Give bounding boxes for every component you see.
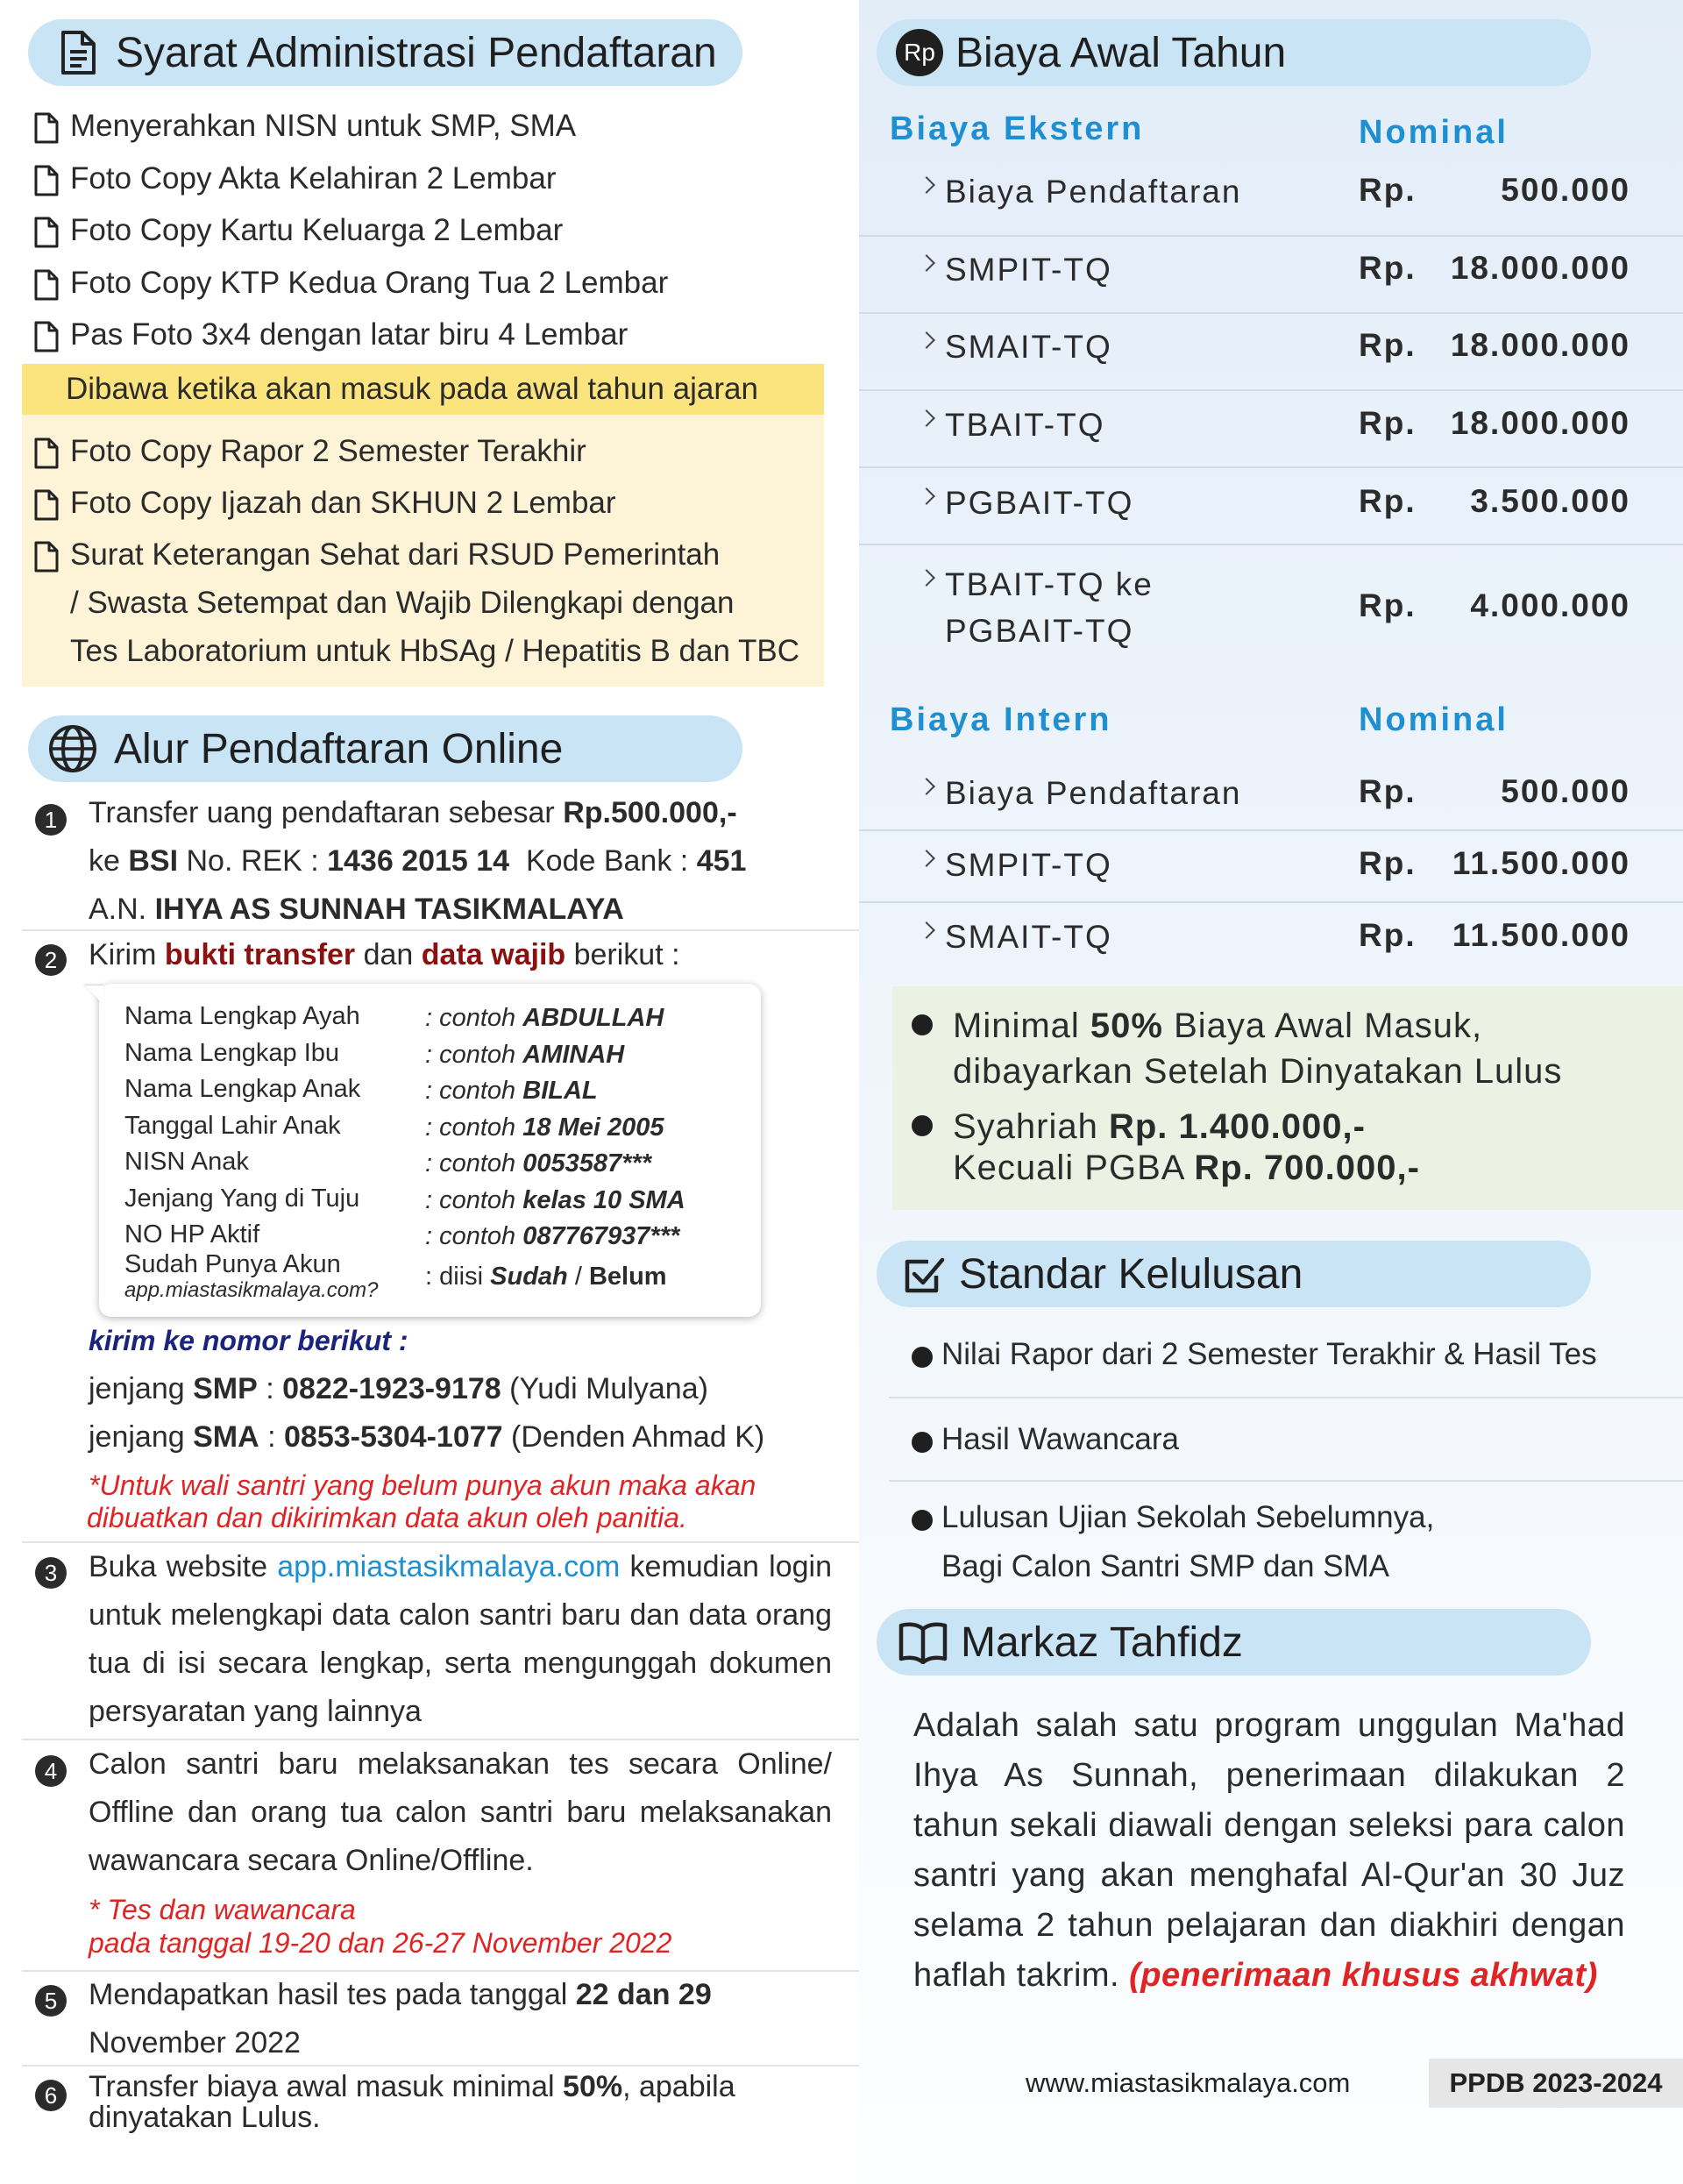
form-card-tail bbox=[84, 985, 103, 1005]
syarat-item-sehat: / Swasta Setempat dan Wajib Dilengkapi dengan bbox=[70, 586, 735, 620]
divider bbox=[859, 312, 1683, 314]
fee-name: SMPIT-TQ bbox=[945, 847, 1112, 883]
syarat-item: Foto Copy Rapor 2 Semester Terakhir bbox=[70, 434, 586, 468]
syarat-item: Pas Foto 3x4 dengan latar biru 4 Lembar bbox=[70, 317, 628, 352]
standar-header bbox=[877, 1241, 1591, 1307]
fee-amount: 11.500.000 bbox=[1452, 917, 1630, 953]
file-icon bbox=[33, 217, 60, 248]
syarat-item-sehat: Surat Keterangan Sehat dari RSUD Pemerintah bbox=[70, 537, 721, 572]
footer-ppdb: PPDB 2023-2024 bbox=[1429, 2059, 1683, 2108]
fee-amount: 3.500.000 bbox=[1470, 483, 1630, 519]
biaya-header bbox=[877, 19, 1591, 86]
step-1-badge: 1 bbox=[35, 804, 67, 836]
step-4-note-1: * Tes dan wawancara bbox=[89, 1894, 356, 1925]
fee-rp: Rp. bbox=[1359, 327, 1417, 363]
fee-name: SMAIT-TQ bbox=[945, 919, 1112, 955]
kirim-note-1: *Untuk wali santri yang belum punya akun maka akan bbox=[89, 1469, 756, 1501]
note-1-line2: dibayarkan Setelah Dinyatakan Lulus bbox=[953, 1052, 1563, 1091]
globe-icon bbox=[47, 723, 98, 774]
step-5-line1: Mendapatkan hasil tes pada tanggal 22 dan 29 bbox=[89, 1978, 712, 2011]
syarat-item: Foto Copy Kartu Keluarga 2 Lembar bbox=[70, 213, 564, 247]
note-1-line1: Minimal 50% Biaya Awal Masuk, bbox=[953, 1007, 1483, 1045]
standar-title: Standar Kelulusan bbox=[959, 1250, 1303, 1298]
form-akun-value: : diisi Sudah / Belum bbox=[425, 1263, 667, 1291]
bullet-icon bbox=[912, 1014, 933, 1035]
fee-name: PGBAIT-TQ bbox=[945, 613, 1134, 649]
step-4-note-2: pada tanggal 19-20 dan 26-27 November 2022 bbox=[89, 1927, 672, 1959]
fee-name: SMAIT-TQ bbox=[945, 329, 1112, 365]
fee-amount: 500.000 bbox=[1501, 172, 1630, 208]
markaz-header bbox=[877, 1609, 1591, 1675]
form-label: Jenjang Yang di Tuju bbox=[124, 1184, 360, 1213]
step-6-line2: dinyatakan Lulus. bbox=[89, 2101, 321, 2134]
form-label: NISN Anak bbox=[124, 1148, 249, 1176]
form-value: : contoh 18 Mei 2005 bbox=[425, 1113, 664, 1142]
file-icon bbox=[33, 541, 60, 573]
kirim-note-2: dibuatkan dan dikirimkan data akun oleh panitia. bbox=[87, 1502, 687, 1533]
form-label: Nama Lengkap Ayah bbox=[124, 1002, 360, 1030]
note-3: Kecuali PGBA Rp. 700.000,- bbox=[953, 1149, 1420, 1187]
standar-item: Lulusan Ujian Sekolah Sebelumnya, bbox=[941, 1500, 1435, 1534]
fee-rp: Rp. bbox=[1359, 773, 1417, 809]
fee-rp: Rp. bbox=[1359, 587, 1417, 623]
form-akun-sub: app.miastasikmalaya.com? bbox=[124, 1278, 379, 1302]
divider bbox=[889, 1397, 1683, 1398]
fee-amount: 18.000.000 bbox=[1450, 327, 1630, 363]
form-value: : contoh AMINAH bbox=[425, 1040, 625, 1069]
fee-rp: Rp. bbox=[1359, 405, 1417, 441]
website-link[interactable]: app.miastasikmalaya.com bbox=[277, 1550, 621, 1583]
file-icon bbox=[33, 438, 60, 469]
alur-title: Alur Pendaftaran Online bbox=[114, 725, 564, 772]
fee-rp: Rp. bbox=[1359, 917, 1417, 953]
fee-name: Biaya Pendaftaran bbox=[945, 174, 1242, 210]
step-1-line3: A.N. IHYA AS SUNNAH TASIKMALAYA bbox=[89, 893, 624, 926]
fee-amount: 500.000 bbox=[1501, 773, 1630, 809]
syarat-note: Dibawa ketika akan masuk pada awal tahun ajaran bbox=[66, 372, 758, 406]
syarat-header bbox=[28, 19, 742, 86]
step-3-badge: 3 bbox=[35, 1557, 67, 1589]
form-value: : contoh BILAL bbox=[425, 1077, 598, 1105]
fee-amount: 11.500.000 bbox=[1452, 845, 1630, 881]
biaya-title: Biaya Awal Tahun bbox=[955, 29, 1287, 76]
step-5-line2: November 2022 bbox=[89, 2026, 301, 2060]
form-label: Nama Lengkap Anak bbox=[124, 1075, 361, 1103]
divider bbox=[859, 901, 1683, 903]
file-icon bbox=[33, 321, 60, 352]
form-value: : contoh 087767937*** bbox=[425, 1222, 680, 1250]
step-6-badge: 6 bbox=[35, 2080, 67, 2111]
fee-amount: 18.000.000 bbox=[1450, 250, 1630, 286]
syarat-item: Foto Copy Akta Kelahiran 2 Lembar bbox=[70, 160, 557, 196]
form-label: Nama Lengkap Ibu bbox=[124, 1038, 340, 1067]
bullet-icon bbox=[912, 1115, 933, 1136]
file-icon bbox=[33, 489, 60, 521]
intern-nominal-label: Nominal bbox=[1359, 701, 1509, 738]
bullet-icon bbox=[912, 1347, 933, 1368]
bullet-icon bbox=[912, 1510, 933, 1531]
rupiah-icon: Rp bbox=[896, 29, 943, 76]
alur-header bbox=[28, 715, 742, 782]
fee-amount: 4.000.000 bbox=[1470, 587, 1630, 623]
step-4-badge: 4 bbox=[35, 1755, 67, 1787]
kirim-smp: jenjang SMP : 0822-1923-9178 (Yudi Mulyana) bbox=[89, 1372, 708, 1405]
ekstern-nominal-label: Nominal bbox=[1359, 114, 1509, 151]
form-akun-label: Sudah Punya Akun bbox=[124, 1250, 341, 1278]
fee-rp: Rp. bbox=[1359, 250, 1417, 286]
divider bbox=[889, 1480, 1683, 1482]
note-2: Syahriah Rp. 1.400.000,- bbox=[953, 1107, 1366, 1146]
syarat-item: Foto Copy KTP Kedua Orang Tua 2 Lembar bbox=[70, 265, 669, 300]
step-4-text: Calon santri baru melaksanakan tes secara Online/ Offline dan orang tua calon santri baru melaksanakan wawancara secara Online/Offline. bbox=[89, 1747, 832, 1877]
markaz-title: Markaz Tahfidz bbox=[961, 1618, 1243, 1666]
book-icon bbox=[898, 1620, 948, 1664]
syarat-title: Syarat Administrasi Pendaftaran bbox=[116, 29, 717, 76]
intern-label: Biaya Intern bbox=[890, 701, 1112, 738]
file-icon bbox=[33, 269, 60, 301]
form-value: : contoh kelas 10 SMA bbox=[425, 1185, 685, 1214]
fee-name: TBAIT-TQ bbox=[945, 407, 1105, 443]
form-value: : contoh ABDULLAH bbox=[425, 1004, 664, 1032]
divider bbox=[859, 544, 1683, 545]
syarat-item: Menyerahkan NISN untuk SMP, SMA bbox=[70, 109, 577, 143]
standar-item: Bagi Calon Santri SMP dan SMA bbox=[941, 1549, 1390, 1583]
fee-rp: Rp. bbox=[1359, 845, 1417, 881]
kirim-sma: jenjang SMA : 0853-5304-1077 (Denden Ahmad K) bbox=[89, 1420, 765, 1454]
bullet-icon bbox=[912, 1432, 933, 1453]
step-1-line2: ke BSI No. REK : 1436 2015 14 Kode Bank : 451 bbox=[89, 844, 747, 878]
form-value: : contoh 0053587*** bbox=[425, 1149, 652, 1177]
file-icon bbox=[33, 112, 60, 144]
step-2-badge: 2 bbox=[35, 944, 67, 976]
file-icon bbox=[33, 165, 60, 196]
document-icon bbox=[58, 30, 98, 75]
markaz-text: Adalah salah satu program unggulan Ma'had Ihya As Sunnah, penerimaan dilakukan 2 tahun sekali diawali dengan seleksi para calon santri yang akan menghafal Al-Qur'an 30 Juz selama 2 tahun pelajaran dan diakhiri dengan haflah takrim. (penerimaan khusus akhwat) bbox=[913, 1707, 1625, 1994]
divider bbox=[22, 2065, 859, 2067]
syarat-item: Foto Copy Ijazah dan SKHUN 2 Lembar bbox=[70, 486, 616, 520]
step-2-text: Kirim bukti transfer dan data wajib berikut : bbox=[89, 938, 680, 971]
kirim-head: kirim ke nomor berikut : bbox=[89, 1325, 408, 1356]
divider bbox=[859, 466, 1683, 468]
step-1-line1: Transfer uang pendaftaran sebesar Rp.500.000,- bbox=[89, 796, 737, 829]
fee-name: TBAIT-TQ ke bbox=[945, 566, 1154, 602]
standar-item: Hasil Wawancara bbox=[941, 1422, 1180, 1456]
ekstern-label: Biaya Ekstern bbox=[890, 110, 1145, 147]
fee-rp: Rp. bbox=[1359, 172, 1417, 208]
standar-item: Nilai Rapor dari 2 Semester Terakhir & Hasil Tes bbox=[941, 1337, 1597, 1371]
fee-amount: 18.000.000 bbox=[1450, 405, 1630, 441]
checkbox-icon bbox=[901, 1251, 947, 1297]
step-3-text: Buka website app.miastasikmalaya.com kemudian login untuk melengkapi data calon santri baru dan data orang tua di isi secara lengkap, serta mengunggah dokumen persyaratan yang lainnya bbox=[89, 1550, 833, 1728]
form-label: Tanggal Lahir Anak bbox=[124, 1111, 341, 1140]
syarat-item-sehat: Tes Laboratorium untuk HbSAg / Hepatitis B dan TBC bbox=[70, 634, 800, 668]
fee-name: Biaya Pendaftaran bbox=[945, 775, 1242, 811]
step-6-line1: Transfer biaya awal masuk minimal 50%, apabila bbox=[89, 2070, 735, 2103]
fee-name: PGBAIT-TQ bbox=[945, 485, 1134, 521]
divider bbox=[859, 235, 1683, 237]
footer-website[interactable]: www.miastasikmalaya.com bbox=[1026, 2067, 1351, 2098]
fee-rp: Rp. bbox=[1359, 483, 1417, 519]
divider bbox=[859, 389, 1683, 391]
form-label: NO HP Aktif bbox=[124, 1220, 260, 1249]
divider bbox=[859, 829, 1683, 831]
fee-name: SMPIT-TQ bbox=[945, 252, 1112, 288]
step-5-badge: 5 bbox=[35, 1985, 67, 2017]
